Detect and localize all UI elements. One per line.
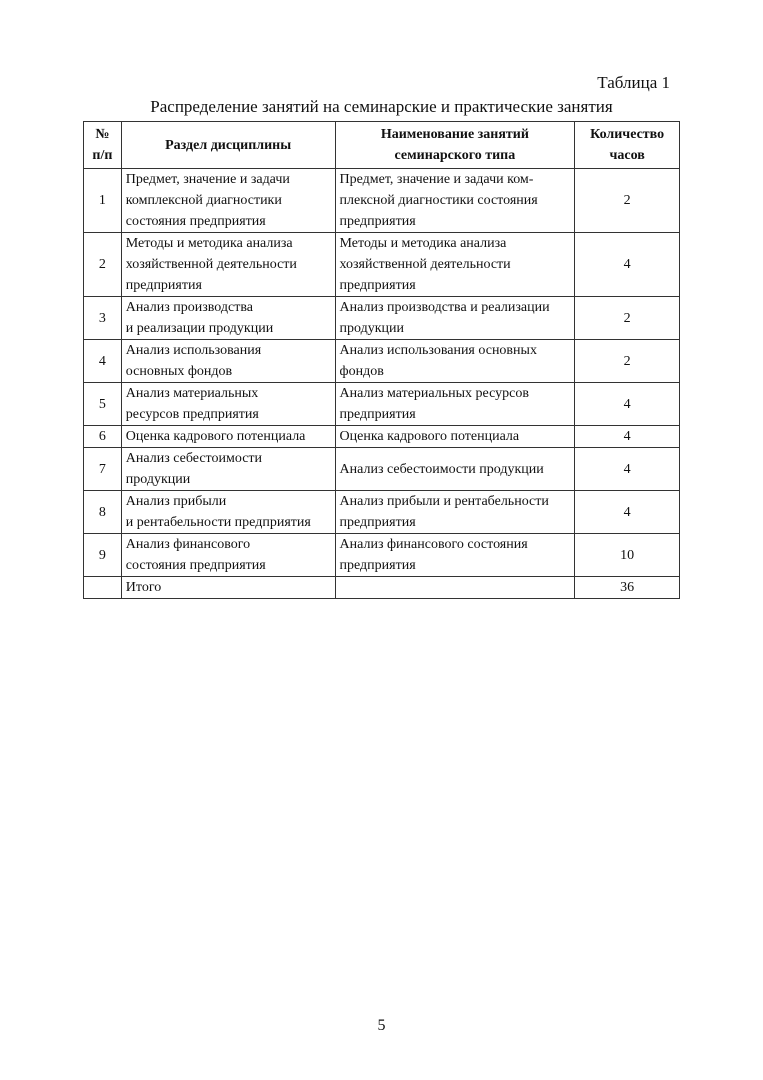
lesson-name-cell-line: Оценка кадрового потенциала [339, 429, 520, 444]
hours-cell: 10 [575, 534, 680, 577]
table-row [84, 534, 680, 577]
section-cell [121, 383, 335, 426]
table-row [84, 426, 680, 448]
table-header [84, 122, 680, 169]
lesson-name-cell-line: хозяйственной деятельности [339, 257, 511, 272]
section-cell [121, 340, 335, 383]
lesson-name-cell-line: Предмет, значение и задачи ком- [339, 172, 534, 187]
section-cell-line: Анализ прибыли [125, 494, 227, 509]
lesson-name-cell-line: Анализ производства и реализации [339, 300, 550, 315]
section-cell-line: Оценка кадрового потенциала [125, 429, 306, 444]
section-cell-line: состояния предприятия [125, 558, 266, 573]
lesson-name-cell [335, 426, 575, 448]
lesson-name-cell-line: предприятия [339, 214, 416, 229]
hours-cell: 36 [575, 577, 680, 599]
section-cell-line: продукции [125, 472, 191, 487]
row-number-cell: 3 [84, 297, 122, 340]
header-row [84, 122, 680, 169]
lesson-name-cell [335, 340, 575, 383]
section-cell-line: Анализ использования [125, 343, 262, 358]
lesson-name-cell-line: предприятия [339, 407, 416, 422]
lesson-name-cell [335, 233, 575, 297]
lesson-name-cell-line: фондов [339, 364, 384, 379]
lesson-name-cell-line: предприятия [339, 558, 416, 573]
section-cell-line: и рентабельности предприятия [125, 515, 311, 530]
table-row [84, 383, 680, 426]
section-cell [121, 534, 335, 577]
lesson-name-cell-line: Анализ использования основных [339, 343, 537, 358]
hours-cell: 4 [575, 426, 680, 448]
section-cell-line: хозяйственной деятельности [125, 257, 297, 272]
seminar-distribution-table [83, 121, 680, 599]
section-cell-line: основных фондов [125, 364, 233, 379]
section-cell-line: и реализации продукции [125, 321, 274, 336]
section-cell [121, 577, 335, 599]
header-num: № п/п [84, 122, 122, 169]
section-cell-line: ресурсов предприятия [125, 407, 259, 422]
section-cell-line: состояния предприятия [125, 214, 266, 229]
section-cell-line: Методы и методика анализа [125, 236, 293, 251]
hours-cell: 4 [575, 233, 680, 297]
lesson-name-cell-line: плексной диагностики состояния [339, 193, 538, 208]
section-cell [121, 448, 335, 491]
hours-cell: 2 [575, 169, 680, 233]
lesson-name-cell [335, 491, 575, 534]
section-cell-line: Анализ материальных [125, 386, 259, 401]
header-name: Наименование занятий семинарского типа [335, 122, 575, 169]
row-number-cell: 8 [84, 491, 122, 534]
table-row [84, 169, 680, 233]
table-row [84, 448, 680, 491]
section-cell-line: Итого [125, 580, 162, 595]
section-cell-line: предприятия [125, 278, 202, 293]
lesson-name-cell-line: Методы и методика анализа [339, 236, 507, 251]
section-cell-line: Анализ себестоимости [125, 451, 263, 466]
section-cell [121, 297, 335, 340]
header-section: Раздел дисциплины [121, 122, 335, 169]
lesson-name-cell-line: предприятия [339, 515, 416, 530]
hours-cell: 4 [575, 383, 680, 426]
row-number-cell: 5 [84, 383, 122, 426]
table-row [84, 233, 680, 297]
section-cell-line: Анализ финансового [125, 537, 251, 552]
hours-cell: 2 [575, 340, 680, 383]
section-cell-line: Анализ производства [125, 300, 253, 315]
hours-cell: 4 [575, 448, 680, 491]
lesson-name-cell [335, 169, 575, 233]
table-row [84, 340, 680, 383]
section-cell-line: комплексной диагностики [125, 193, 282, 208]
lesson-name-cell-line: Анализ прибыли и рентабельности [339, 494, 549, 509]
section-cell-line: Предмет, значение и задачи [125, 172, 290, 187]
row-number-cell: 7 [84, 448, 122, 491]
row-number-cell: 2 [84, 233, 122, 297]
lesson-name-cell-line: продукции [339, 321, 405, 336]
table-body [84, 169, 680, 599]
total-row [84, 577, 680, 599]
lesson-name-cell [335, 383, 575, 426]
section-cell [121, 233, 335, 297]
lesson-name-cell-line: Анализ себестоимости продукции [339, 461, 544, 477]
table-caption: Таблица 1 [597, 73, 670, 92]
lesson-name-cell [335, 577, 575, 599]
row-number-cell [84, 577, 122, 599]
lesson-name-cell [335, 297, 575, 340]
lesson-name-cell-line: Анализ материальных ресурсов [339, 386, 529, 401]
lesson-name-cell [335, 534, 575, 577]
section-cell [121, 426, 335, 448]
row-number-cell: 1 [84, 169, 122, 233]
header-hours: Количество часов [575, 122, 680, 169]
row-number-cell: 9 [84, 534, 122, 577]
row-number-cell: 6 [84, 426, 122, 448]
table-title: Распределение занятий на семинарские и практические занятия [150, 97, 613, 116]
hours-cell: 4 [575, 491, 680, 534]
lesson-name-cell-line: Анализ финансового состояния [339, 537, 528, 552]
lesson-name-cell-line: предприятия [339, 278, 416, 293]
lesson-name-cell [335, 448, 575, 491]
section-cell [121, 169, 335, 233]
table-row [84, 491, 680, 534]
row-number-cell: 4 [84, 340, 122, 383]
hours-cell: 2 [575, 297, 680, 340]
page-number: 5 [377, 1017, 386, 1034]
table-row [84, 297, 680, 340]
section-cell [121, 491, 335, 534]
